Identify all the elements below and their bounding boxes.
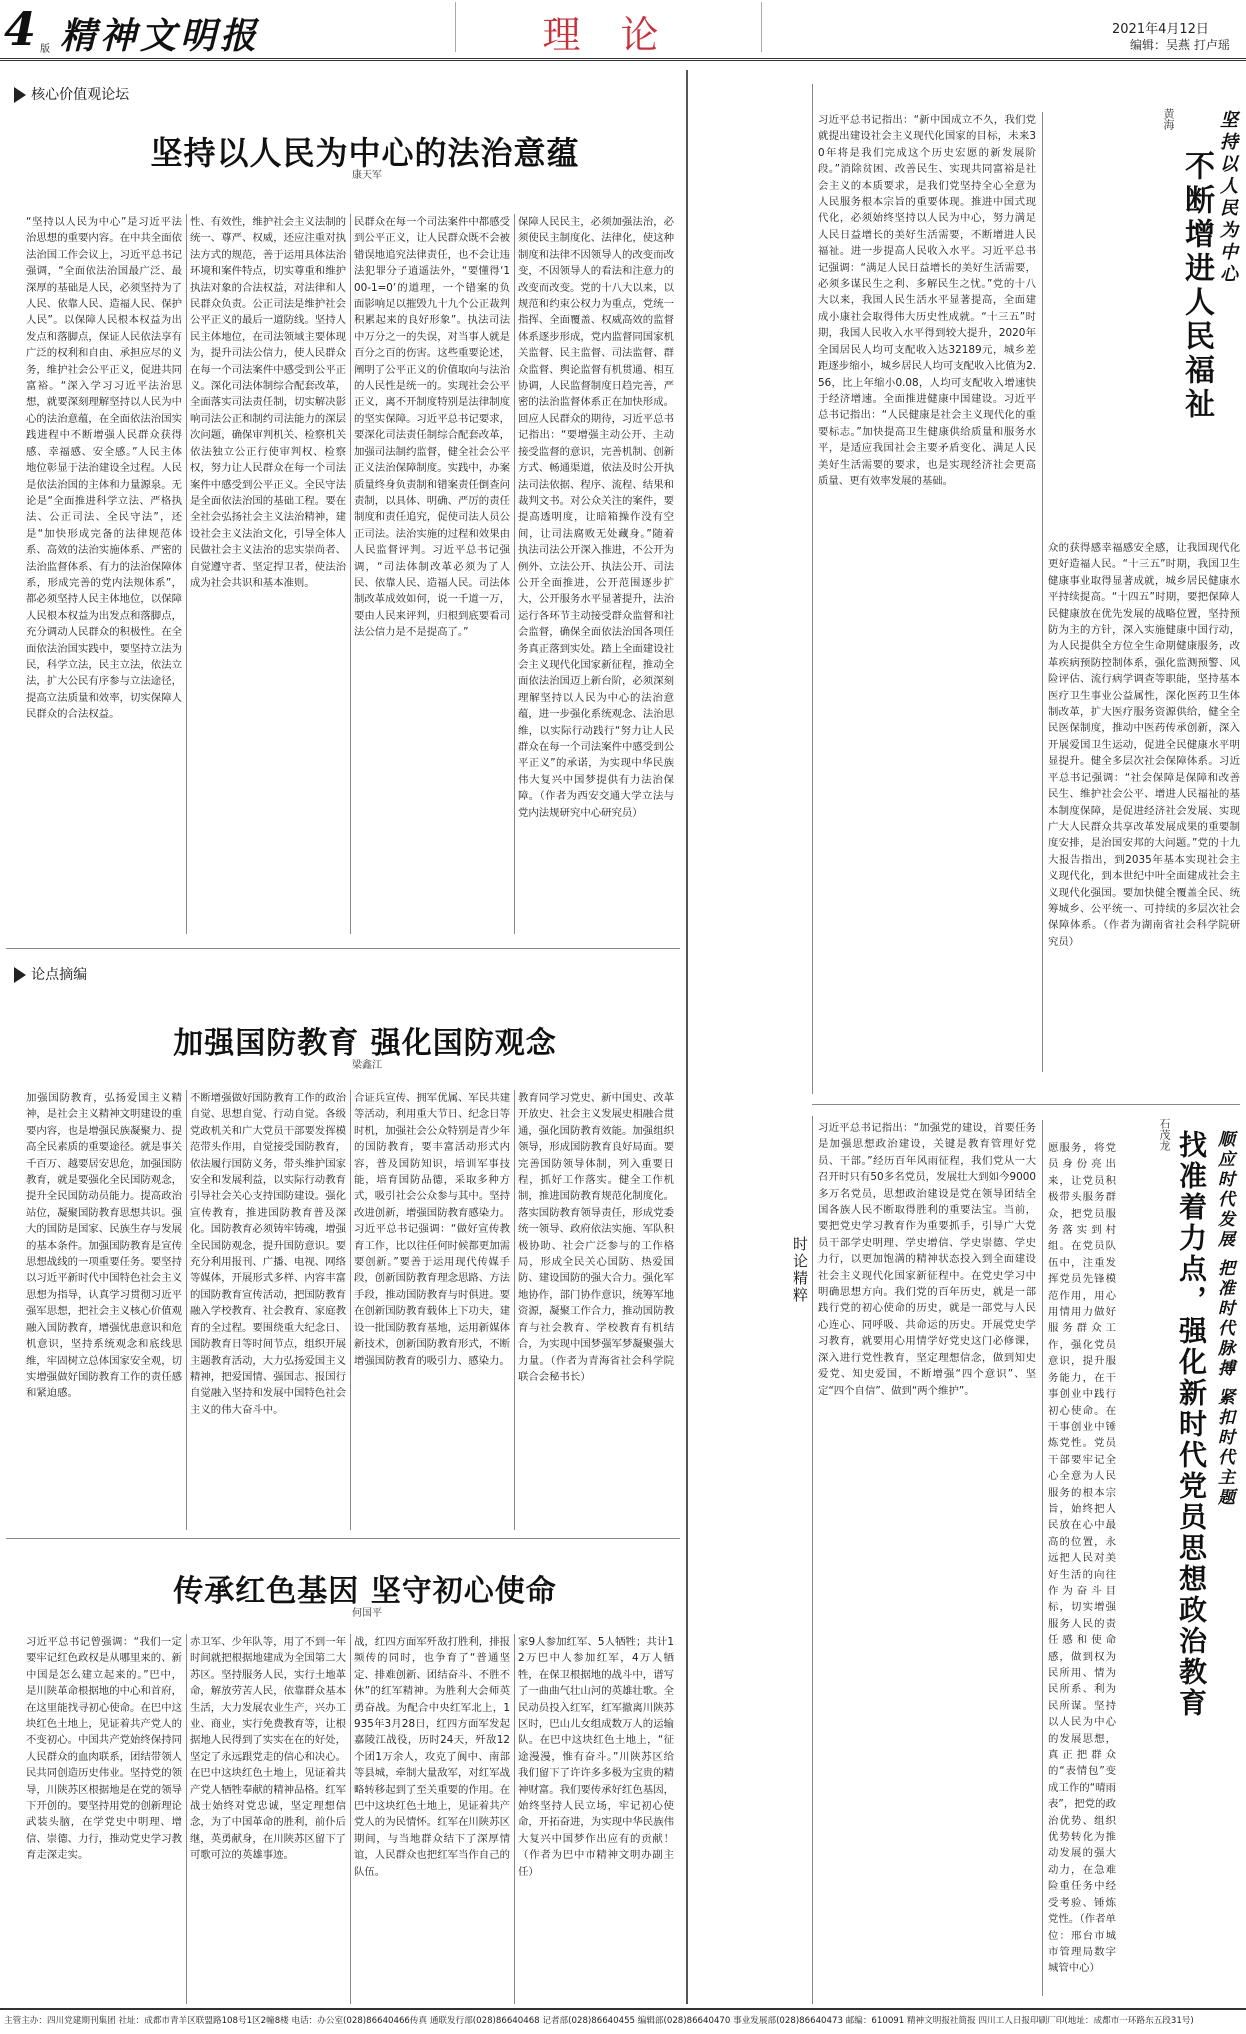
paper-name-logo: 精神文明报	[60, 15, 261, 57]
section-label-core-values	[14, 84, 129, 104]
section-digest-label: 论点摘编	[31, 967, 88, 983]
divider	[1042, 1120, 1043, 1996]
article1-column-2: 性、有效性，维护社会主义法制的统一、尊严、权威，还应注重对执法方式的规范，善于运用具体法治环境和案件特点，切实尊重和维护执法对象的合法权益，对法律和人民群众负责。公正司法是维护社会公平正义的最后一道防线。坚持人民主体地位，在司法领域主要体现为，提升司法公信力，使人民群众在每一个司法案件中感受到公平正义。深化司法体制综合配套改革，全面落实司法责任制，切实解决影响司法公正和制约司法能力的深层次问题，确保审判机关、检察机关依法独立公正行使审判权、检察权，努力让人民群众在每一个司法案件中感受到公平正义。全民守法是全面依法治国的基础工程。要在全社会弘扬社会主义法治精神，建设社会主义法治文化，引导全体人民做社会主义法治的忠实崇尚者、自觉遵守者、坚定捍卫者，使法治成为社会共识和基本准则。	[190, 216, 346, 589]
page-suffix: 版	[40, 44, 50, 55]
article5-author: 石茂龙	[1158, 1118, 1171, 1151]
article1-title: 坚持以人民为中心的法治意蕴	[150, 134, 580, 172]
section-arrow-icon	[14, 967, 26, 983]
divider	[1042, 112, 1043, 1072]
footer-text: 主管主办：四川党建期刊集团 社址：成都市青羊区联盟路108号1区2幢8楼 电话：办公室(028)86640466传真 通联发行部(028)86640468 记者部(028)86640455 编辑部(028)86640470 事业发展部(028)86640473 邮编：610091 精神文明报社简报 四川工人日报印刷厂印(地址：成都市一环路东五段31号)	[4, 2016, 1194, 2026]
divider	[350, 1090, 351, 1530]
article5-column-1: 习近平总书记指出：“加强党的建设，首要任务是加强思想政治建设，关键是教育管理好党员、干部。”经历百年风雨征程，我们党从一大召开时只有50多名党员，发展壮大到如今9000多万名党员，思想政治建设是党在领导团结全国各族人民不断取得胜利的重要法宝。当前，要把党史学习教育作为重要抓手，引导广大党员干部学史明理、学史增信、学史崇德、学史力行，以更加饱满的精神状态投入到全面建设社会主义现代化国家新征程中。在党史学习中明确思想方向。我们党的百年历史，就是一部践行党的初心使命的历史，就是一部党与人民心连心、同呼吸、共命运的历史。开展党史学习教育，就要用心用情学好党史这门必修课，深入进行党性教育，坚定理想信念，做到知史爱党、知史爱国，不断增强“四个意识”、坚定“四个自信”、做到“两个维护”。	[818, 1122, 1036, 1397]
section-title: 理 论	[542, 13, 673, 57]
article2-column-4: 教育同学习党史、新中国史、改革开放史、社会主义发展史相融合贯通，强化国防教育效能。加强组织领导，形成国防教育良好局面。要完善国防领导体制，列入重要日程，抓好工作落实。健全工作机制，推进国防教育规范化制度化。落实国防教育领导责任，形成党委统一领导、政府依法实施、军队积极协助、社会广泛参与的工作格局，形成全民关心国防、热爱国防、建设国防的强大合力。强化军地协作，部门协作意识，统筹军地资源，凝聚工作合力，推动国防教育与社会教育、学校教育有机结合，为实现中国梦强军梦凝聚强大力量。（作者为青海省社会科学院联合会秘书长）	[518, 1092, 674, 1383]
article4-column-2-top	[1048, 112, 1112, 532]
divider	[514, 1090, 515, 1530]
article1-column-1: “坚持以人民为中心”是习近平法治思想的重要内容。在中共全面依法治国工作会议上，习近平总书记强调，“全面依法治国最广泛、最深厚的基础是人民，必须坚持为了人民、依靠人民、造福人民、保护人民”。以保障人民根本权益为出发点和落脚点，保证人民依法享有广泛的权利和自由、承担应尽的义务，维护社会公平正义，促进共同富裕。“深入学习习近平法治思想，就要深刻理解坚持以人民为中心的法治意蕴，在全面依法治国实践进程中不断增强人民群众获得感、幸福感、安全感。”人民主体地位彰显于法治建设全过程。人民是依法治国的主体和力量源泉。无论是“全面推进科学立法、严格执法、公正司法、全民守法”，还是“加快形成完备的法律规范体系、高效的法治实施体系、严密的法治监督体系、有力的法治保障体系，形成完善的党内法规体系”，都必须坚持人民主体地位，以保障人民根本权益为出发点和落脚点，充分调动人民群众的积极性。在全面依法治国实践中，要坚持立法为民，科学立法，民主立法，依法立法，扩大公民有序参与立法途径，提高立法质量和效率，切实保障人民群众的合法权益。	[26, 216, 182, 721]
article1-column-3: 民群众在每一个司法案件中都感受到公平正义，让人民群众既不会被错误地追究法律责任，也不会让违法犯罪分子逍遥法外，“要懂得‘100-1=0’的道理，一个错案的负面影响足以摧毁九十九个公正裁判积累起来的良好形象”。执法司法中万分之一的失误，对当事人就是百分之百的伤害。这些重要论述，阐明了公平正义的价值取向与法治的人民性是统一的。实现社会公平正义，离不开制度特别是法律制度的坚实保障。习近平总书记要求，要深化司法责任制综合配套改革，加强司法制约监督，健全社会公平正义法治保障制度。实践中，办案质量终身负责制和错案责任倒查问责制，以具体、明确、严厉的责任制度和责任追究，促使司法人员公正司法。法治实施的过程和效果由人民监督评判。习近平总书记强调，“司法体制改革必须为了人民、依靠人民、造福人民。司法体制改革成效如何，说一千道一万，要由人民来评判，归根到底要看司法公信力是不是提高了。”	[354, 216, 510, 639]
section-label-digest	[14, 964, 87, 984]
article5-column-3	[1048, 1700, 1240, 1996]
editor-line: 编辑：吴燕 打卢瑶	[1130, 38, 1230, 52]
article2-column-2: 不断增强做好国防教育工作的政治自觉、思想自觉、行动自觉。各级党政机关和广大党员干部要发挥模范带头作用，自觉接受国防教育，依法履行国防义务，带头维护国家安全和发展利益，以实际行动教育引导社会关心支持国防建设。强化宣传教育，推进国防教育普及深化。国防教育必须铸牢铸魂，增强全民国防观念，提升国防意识。要充分利用报刊、广播、电视、网络等媒体，开展形式多样、内容丰富的国防教育宣传活动，把国防教育融入学校教育、社会教育、家庭教育的全过程。要围绕重大纪念日、国防教育日等时间节点，组织开展主题教育活动，大力弘扬爱国主义精神，把爱国情、强国志、报国行自觉融入坚持和发展中国特色社会主义的伟大奋斗中。	[190, 1092, 346, 1416]
section-core-values-label: 核心价值观论坛	[31, 87, 130, 103]
divider	[6, 1538, 680, 1539]
divider	[514, 214, 515, 934]
article4-author: 黄海	[1162, 108, 1175, 130]
article5-column-2: 愿服务，将党员身份亮出来，让党员积极带头服务群众，把党员服务落实到村组。在党员队伍中，注重发挥党员先锋模范作用，用心用情用力做好服务群众工作，强化党员意识，提升服务能力，在干事创业中践行初心使命。在干事创业中锤炼党性。党员干部要牢记全心全意为人民服务的根本宗旨，始终把人民放在心中最高的位置，永远把人民对美好生活的向往作为奋斗目标，切实增强服务人民的责任感和使命感，做到权为民所用、情为民所系、利为民所谋。坚持以人民为中心的发展思想，真正把群众的“表情包”变成工作的“晴雨表”，把党的政治优势、组织优势转化为推动发展的强大动力，在急难险重任务中经受考验、锤炼党性。（作者单位：邢台市城市管理局数字城管中心）	[1048, 1142, 1116, 1975]
divider	[6, 948, 680, 949]
article1-author: 康天军	[352, 170, 382, 181]
divider	[686, 70, 688, 2004]
divider	[812, 1116, 813, 2004]
divider	[186, 1090, 187, 1530]
article3-column-3: 战，红四方面军歼敌打胜利，排报频传的同时，也争育了“普通坚定、排难创新、团结奋斗、不胜不休”的红军精神。为胜利大会师英勇奋战。为配合中央红军北上，1935年3月28日，红四方面军发起嘉陵江战役，历时24天，歼敌12个团1万余人，攻克了阆中、南部等县城，牵制大量敌军，对红军战略转移起到了至关重要的作用。在巴中这块红色土地上，见证着共产党人的为民情怀。红军在川陕苏区期间，与当地群众结下了深厚情谊，人民群众也把红军当作自己的队伍。	[354, 1636, 510, 1878]
article3-column-4: 家9人参加红军、5人牺牲；共计12万巴中人参加红军，4万人牺牲，在保卫根据地的战斗中，谱写了一曲曲气壮山河的英雄壮歌。全民动员投入红军，红军撤离川陕苏区时，巴山儿女组成数万人的运输队。在巴中这块红色土地上，“征途漫漫，惟有奋斗。”川陕苏区给我们留下了许许多多极为宝贵的精神财富。我们要传承好红色基因，始终坚持人民立场，牢记初心使命，开拓奋进，为实现中华民族伟大复兴中国梦作出应有的贡献！（作者为巴中市精神文明办副主任）	[518, 1636, 674, 1878]
divider	[186, 1634, 187, 2004]
article4-title-main: 不断增进人民福祉	[1179, 150, 1214, 422]
issue-date: 2021年4月12日	[1112, 22, 1209, 37]
article5-title-main: 找准着力点，强化新时代党员思想政治教育	[1175, 1130, 1208, 1719]
divider	[812, 84, 813, 1094]
article4-column-2: 众的获得感幸福感安全感，让我国现代化更好造福人民。“十三五”时期，我国卫生健康事业取得显著成就，城乡居民健康水平持续提高。“十四五”时期，要把保障人民健康放在优先发展的战略位置，坚持预防为主的方针，深入实施健康中国行动，为人民提供全方位全生命期健康服务，改革疾病预防控制体系，强化监测预警、风险评估、流行病学调查等职能，坚持基本医疗卫生事业公益属性，深化医药卫生体制改革，扩大医疗服务资源供给，健全全民医保制度，推动中医药传承创新，深入开展爱国卫生运动，促进全民健康水平明显提升。健全多层次社会保障体系。习近平总书记强调：“社会保障是保障和改善民生、维护社会公平、增进人民福祉的基本制度保障，是促进经济社会发展、实现广大人民群众共享改革发展成果的重要制度安排，是治国安邦的大问题。”党的十九大报告指出，到2035年基本实现社会主义现代化，到本世纪中叶全面建成社会主义现代化强国。要加快健全覆盖全民、统筹城乡、公平统一、可持续的多层次社会保障体系。（作者为湖南省社会科学院研究员）	[1048, 542, 1240, 948]
section-commentary-label: 时论精粹	[791, 1236, 809, 1304]
page-number: 4	[4, 2, 37, 56]
article3-column-2: 赤卫军、少年队等，用了不到一年时间就把根据地建成为全国第二大苏区。坚持服务人民，实行土地革命，解放劳苦人民，依靠群众基本生活，大力发展农业生产，兴办工业、商业，实行免费教育等，让根据地人民得到了实实在在的好处，坚定了永远跟党走的信心和决心。在巴中这块红色土地上，见证着共产党人牺牲奉献的精神品格。红军战士始终对党忠诚，坚定理想信念，为了中国革命的胜利，前仆后继，英勇献身，在川陕苏区留下了可歌可泣的英雄事迹。	[190, 1636, 346, 1862]
divider	[514, 1634, 515, 2004]
article5-title-top: 顺应时代发展 把准时代脉搏 紧扣时代主题	[1214, 1130, 1234, 1508]
divider	[350, 214, 351, 934]
article4-column-1: 习近平总书记指出：“新中国成立不久，我们党就提出建设社会主义现代化国家的目标，未来30年将是我们完成这个历史宏愿的新发展阶段。”消除贫困、改善民生、实现共同富裕是社会主义的本质要求，是我们党坚持全心全意为人民服务根本宗旨的重要体现。推进中国式现代化，必须始终坚持以人民为中心，努力满足人民日益增长的美好生活需要，不断增进人民福祉。进一步提高人民收入水平。习近平总书记强调：“满足人民日益增长的美好生活需要，必须多谋民生之利、多解民生之忧。”党的十八大以来，我国人民生活水平显著提高，全面建成小康社会取得伟大历史性成就。“十三五”时期，我国人民收入水平得到较大提升，2020年全国居民人均可支配收入达32189元，城乡差距逐步缩小，城乡居民人均可支配收入比值为2.56，比上年缩小0.08，人均可支配收入增速快于经济增速。全面推进健康中国建设。习近平总书记指出：“人民健康是社会主义现代化的重要标志。”加快提高卫生健康供给质量和服务水平，是适应我国社会主要矛盾变化、满足人民美好生活需要的要求，也是实现经济社会更高质量、更有效率发展的基础。	[818, 114, 1036, 487]
article3-title: 传承红色基因 坚守初心使命	[173, 1574, 557, 1609]
article4-title-top: 坚持以人民为中心	[1217, 110, 1238, 286]
article3-author: 何国平	[352, 1608, 382, 1619]
article1-column-4: 保障人民民主，必须加强法治，必须使民主制度化、法律化，使这种制度和法律不因领导人的改变而改变，不因领导人的看法和注意力的改变而改变。党的十八大以来，以规范和约束公权力为重点，党统一指挥、全面覆盖、权威高效的监督体系逐步形成，党内监督同国家机关监督、民主监督、司法监督、群众监督、舆论监督有机贯通、相互协调，人民监督制度日趋完善，严密的法治监督体系正在加快形成。回应人民群众的期待，习近平总书记指出：“要增强主动公开、主动接受监督的意识，完善机制、创新方式、畅通渠道，依法及时公开执法司法依据、程序、流程、结果和裁判文书。对公众关注的案件，要提高透明度，让暗箱操作没有空间，让司法腐败无处藏身。”随着执法司法公开深入推进，不公开为例外、立法公开、执法公开、司法公开全面推进，公开范围逐步扩大，公开服务水平显著提升，法治运行各环节主动接受群众监督和社会监督，确保全面依法治国各项任务真正落到实处。踏上全面建设社会主义现代化国家新征程，推动全面依法治国迈上新台阶，必须深刻理解坚持以人民为中心的法治意蕴，进一步强化系统观念、法治思维，以实际行动践行“努力让人民群众在每一个司法案件中感受到公平正义”的承诺，为实现中华民族伟大复兴中国梦提供有力法治保障。（作者为西安交通大学立法与党内法规研究中心研究员）	[518, 216, 674, 819]
footer-rule	[0, 2008, 1246, 2010]
masthead	[0, 0, 1246, 64]
section-arrow-icon	[14, 87, 26, 103]
divider	[350, 1634, 351, 2004]
divider	[812, 1104, 1240, 1105]
article3-column-1: 习近平总书记曾强调：“我们一定要牢记红色政权是从哪里来的、新中国是怎么建立起来的。”巴中，是川陕革命根据地的中心和首府，在这里能找寻初心使命。在巴中这块红色土地上，见证着共产党人的不变初心。中国共产党始终保持同人民群众的血肉联系，团结带领人民共同创造历史伟业。坚持党的领导，川陕苏区根据地是在党的领导下开创的。要坚持用党的创新理论武装头脑，在学党史中明理、增信、崇德、力行，推动党史学习教育走深走实。	[26, 1636, 182, 1862]
article2-column-3: 合证兵宣传、拥军优属、军民共建等活动，利用重大节日、纪念日等时机，加强社会公众特别是青少年的国防教育，要丰富活动形式内容，普及国防知识，培训军事技能，培育国防品德，采取多种方式，吸引社会公众参与其中。坚持改进创新，增强国防教育感染力。习近平总书记强调：“做好宣传教育工作，比以往任何时候都更加需要创新。”要善于运用现代传媒手段，创新国防教育理念思路、方法手段，推动国防教育与时俱进。要在创新国防教育载体上下功夫，建设一批国防教育基地，运用新媒体新技术，创新国防教育形式，不断增强国防教育的吸引力、感染力。	[354, 1092, 510, 1367]
article2-column-1: 加强国防教育，弘扬爱国主义精神，是社会主义精神文明建设的重要内容，也是增强民族凝聚力、提高全民素质的重要途径。就是事关千百万、越要居安思危，加强国防教育，就是要强化全民国防观念，提升全民国防动员能力。提高政治站位，凝聚国防教育思想共识。强大的国防是国家、民族生存与发展的基本条件。加强国防教育是宣传思想战线的一项重要任务。要坚持以习近平新时代中国特色社会主义思想为指导，认真学习贯彻习近平强军思想，把社会主义核心价值观融入国防教育，增强忧患意识和危机意识，坚持系统观念和底线思维，牢固树立总体国家安全观，切实增强做好国防教育工作的责任感和紧迫感。	[26, 1092, 182, 1400]
article2-title: 加强国防教育 强化国防观念	[173, 1026, 557, 1061]
article2-author: 梁鑫江	[352, 1060, 382, 1071]
divider	[186, 214, 187, 934]
masthead-rule	[0, 58, 1246, 61]
